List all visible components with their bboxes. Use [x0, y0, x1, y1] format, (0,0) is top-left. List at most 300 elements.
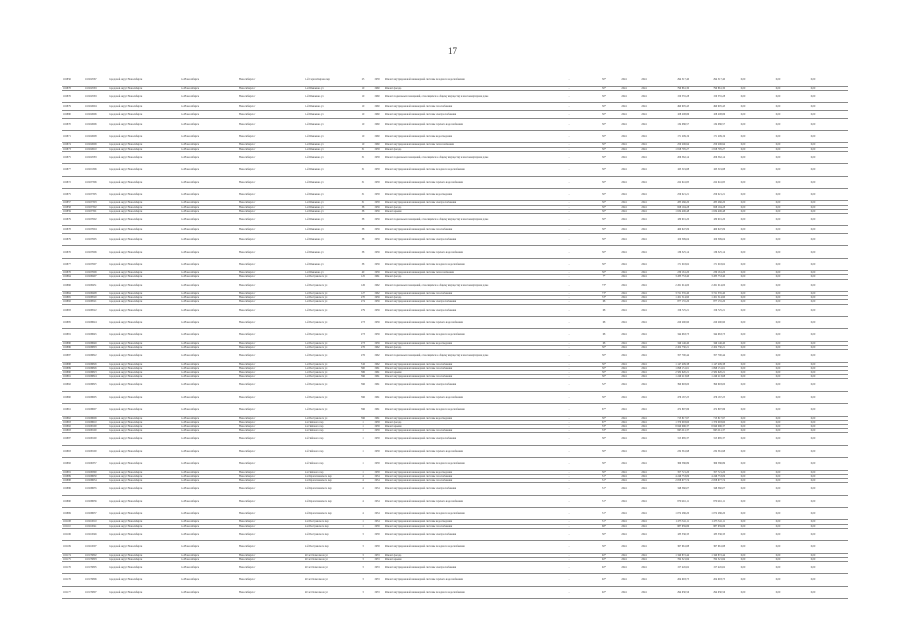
- total-cost-cell: 294 930,56: [654, 586, 690, 598]
- work-type-cell: Ремонт внутридомовой инженерной системы газоснабжения: [384, 103, 544, 111]
- total-cost-cell: 1 249 213,68: [654, 375, 690, 379]
- local-budget-cell: 0,00: [760, 91, 796, 103]
- spacer-cell: [830, 164, 848, 176]
- owner-funds-cell: 0,00: [796, 176, 830, 188]
- local-budget-cell: 0,00: [760, 275, 796, 279]
- owner-funds-cell: 0,00: [796, 524, 830, 528]
- fund-cost-cell: 315 685,37: [690, 433, 726, 445]
- year-cell: 1958: [370, 433, 384, 445]
- code-cell: 110202567: [84, 74, 108, 86]
- fund-cost-cell: 1 098 151,61: [690, 366, 726, 370]
- unit-cell: -: [544, 291, 594, 295]
- year-cell: 1958: [370, 429, 384, 433]
- municipality-cell: г.о.Новосибирск: [180, 507, 238, 519]
- work-type-cell: Ремонт фасада: [384, 205, 544, 209]
- work-type-cell: Ремонт внутридомовой инженерной системы холодного водоснабжения: [384, 458, 544, 470]
- end-year-cell: 2024: [634, 164, 654, 176]
- house-cell: 1: [356, 520, 370, 524]
- spacer-cell: [830, 189, 848, 201]
- row-id-cell: 102892: [62, 379, 84, 391]
- district-cell: городской округ Новосибирск: [108, 214, 180, 226]
- volume-cell: 30*: [594, 226, 614, 234]
- house-cell: 396: [356, 379, 370, 391]
- municipality-cell: г.о.Новосибирск: [180, 111, 238, 119]
- unit-cell: -: [544, 329, 594, 341]
- local-budget-cell: 0,00: [760, 474, 796, 478]
- municipality-cell: г.о.Новосибирск: [180, 164, 238, 176]
- municipality-cell: г.о.Новосибирск: [180, 86, 238, 90]
- municipality-cell: г.о.Новосибирск: [180, 420, 238, 424]
- street-cell: 2-й Пестравского пер: [304, 520, 356, 524]
- street-cell: 1-й Пестравского ул: [304, 316, 356, 328]
- spacer-cell: [830, 258, 848, 270]
- code-cell: 110207606: [84, 246, 108, 258]
- budget-cell: 0,00: [726, 375, 760, 379]
- table-row: [62, 483, 848, 495]
- owner-funds-cell: 0,00: [796, 366, 830, 370]
- municipality-cell: г.о.Новосибирск: [180, 350, 238, 362]
- work-type-cell: Ремонт внутридомовой инженерной системы газоснабжения: [384, 375, 544, 379]
- table-row: [62, 111, 848, 119]
- municipality-cell: г.о.Новосибирск: [180, 296, 238, 300]
- municipality-cell: г.о.Новосибирск: [180, 424, 238, 428]
- settlement-cell: Новосибирск г: [238, 209, 304, 213]
- fund-cost-cell: 163 519,88: [690, 164, 726, 176]
- district-cell: городской округ Новосибирск: [108, 574, 180, 586]
- end-year-cell: 2024: [634, 304, 654, 316]
- row-id-cell: 102863: [62, 445, 84, 457]
- work-type-cell: Ремонт внутридомовой инженерной системы горячего водоснабжения: [384, 574, 544, 586]
- code-cell: 110208823: [84, 370, 108, 374]
- municipality-cell: г.о.Новосибирск: [180, 275, 238, 279]
- local-budget-cell: 0,00: [760, 143, 796, 147]
- unit-cell: -: [544, 520, 594, 524]
- budget-cell: 0,00: [726, 300, 760, 304]
- budget-cell: 0,00: [726, 246, 760, 258]
- end-year-cell: 2024: [634, 362, 654, 366]
- owner-funds-cell: 0,00: [796, 391, 830, 403]
- settlement-cell: Новосибирск г: [238, 574, 304, 586]
- owner-funds-cell: 0,00: [796, 164, 830, 176]
- unit-cell: -: [544, 304, 594, 316]
- work-type-cell: Ремонт крыши: [384, 209, 544, 213]
- settlement-cell: Новосибирск г: [238, 520, 304, 524]
- budget-cell: 0,00: [726, 271, 760, 275]
- start-year-cell: 2024: [614, 86, 634, 90]
- budget-cell: 0,00: [726, 226, 760, 234]
- owner-funds-cell: 0,00: [796, 296, 830, 300]
- table-row: [62, 329, 848, 341]
- work-type-cell: Ремонт внутридомовой инженерной системы водоотведения: [384, 416, 544, 420]
- spacer-cell: [830, 350, 848, 362]
- total-cost-cell: 993 011,37: [654, 429, 690, 433]
- end-year-cell: 2024: [634, 271, 654, 275]
- district-cell: городской округ Новосибирск: [108, 424, 180, 428]
- row-id-cell: 102889: [62, 366, 84, 370]
- budget-cell: 0,00: [726, 209, 760, 213]
- owner-funds-cell: 0,00: [796, 304, 830, 316]
- owner-funds-cell: 0,00: [796, 379, 830, 391]
- total-cost-cell: 220 290,90: [654, 316, 690, 328]
- total-cost-cell: 156 725,21: [654, 304, 690, 316]
- district-cell: городской округ Новосибирск: [108, 103, 180, 111]
- fund-cost-cell: 1 473 341,11: [690, 520, 726, 524]
- work-type-cell: Ремонт внутридомовой инженерной системы холодного водоснабжения: [384, 586, 544, 598]
- code-cell: 110208451: [84, 279, 108, 291]
- start-year-cell: 2024: [614, 362, 634, 366]
- work-type-cell: Ремонт внутридомовой инженерной системы холодного водоснабжения: [384, 258, 544, 270]
- unit-cell: -: [544, 258, 594, 270]
- settlement-cell: Новосибирск г: [238, 478, 304, 482]
- local-budget-cell: 0,00: [760, 341, 796, 345]
- district-cell: городской округ Новосибирск: [108, 275, 180, 279]
- total-cost-cell: 285 266,20: [654, 201, 690, 205]
- end-year-cell: 2024: [634, 520, 654, 524]
- house-cell: 273: [356, 341, 370, 345]
- district-cell: городской округ Новосибирск: [108, 370, 180, 374]
- code-cell: 110202563: [84, 86, 108, 90]
- start-year-cell: 2024: [614, 553, 634, 557]
- work-type-cell: Ремонт подвальных помещений, относящихся к общему имуществу в многоквартирном доме: [384, 350, 544, 362]
- end-year-cell: 2024: [634, 495, 654, 507]
- settlement-cell: Новосибирск г: [238, 404, 304, 416]
- volume-cell: 31*: [594, 483, 614, 495]
- volume-cell: 31*: [594, 478, 614, 482]
- owner-funds-cell: 0,00: [796, 329, 830, 341]
- total-cost-cell: 3 721 335,40: [654, 291, 690, 295]
- total-cost-cell: 259 021,21: [654, 189, 690, 201]
- fund-cost-cell: 357 721,20: [690, 470, 726, 474]
- district-cell: городской округ Новосибирск: [108, 164, 180, 176]
- local-budget-cell: 0,00: [760, 362, 796, 366]
- total-cost-cell: 4 246 753,09: [654, 474, 690, 478]
- code-cell: 110176806: [84, 574, 108, 586]
- house-cell: 3: [356, 553, 370, 557]
- fund-cost-cell: 472 897,86: [690, 404, 726, 416]
- street-cell: 2-й Зейского пер: [304, 470, 356, 474]
- unit-cell: -: [544, 300, 594, 304]
- fund-cost-cell: 2 582 620,21: [690, 370, 726, 374]
- code-cell: 110176803: [84, 557, 108, 561]
- end-year-cell: 2024: [634, 316, 654, 328]
- street-cell: 1-й Шевченко ул: [304, 118, 356, 130]
- end-year-cell: 2024: [634, 291, 654, 295]
- budget-cell: 0,00: [726, 147, 760, 151]
- year-cell: 1959: [370, 246, 384, 258]
- year-cell: 1959: [370, 258, 384, 270]
- total-cost-cell: 476 167,25: [654, 391, 690, 403]
- work-type-cell: Ремонт внутридомовой инженерной системы горячего водоснабжения: [384, 246, 544, 258]
- unit-cell: -: [544, 345, 594, 349]
- fund-cost-cell: 294 930,56: [690, 586, 726, 598]
- volume-cell: 30*: [594, 350, 614, 362]
- settlement-cell: Новосибирск г: [238, 279, 304, 291]
- work-type-cell: Ремонт внутридомовой инженерной системы водоотведения: [384, 131, 544, 143]
- settlement-cell: Новосибирск г: [238, 176, 304, 188]
- row-id-cell: 102893: [62, 429, 84, 433]
- unit-cell: -: [544, 296, 594, 300]
- volume-cell: 7*: [594, 275, 614, 279]
- total-cost-cell: 183 336,33: [654, 528, 690, 540]
- row-id-cell: 102176: [62, 574, 84, 586]
- end-year-cell: 2024: [634, 300, 654, 304]
- local-budget-cell: 0,00: [760, 520, 796, 524]
- district-cell: городской округ Новосибирск: [108, 379, 180, 391]
- spacer-cell: [830, 404, 848, 416]
- start-year-cell: 2024: [614, 205, 634, 209]
- unit-cell: -: [544, 470, 594, 474]
- settlement-cell: Новосибирск г: [238, 470, 304, 474]
- year-cell: 1958: [370, 420, 384, 424]
- fund-cost-cell: 134 086,57: [690, 118, 726, 130]
- year-cell: 1959: [370, 205, 384, 209]
- district-cell: городской округ Новосибирск: [108, 483, 180, 495]
- owner-funds-cell: 0,00: [796, 151, 830, 163]
- total-cost-cell: 2 261 014,00: [654, 279, 690, 291]
- unit-cell: -: [544, 151, 594, 163]
- budget-cell: 0,00: [726, 350, 760, 362]
- year-cell: 1962: [370, 279, 384, 291]
- owner-funds-cell: 0,00: [796, 424, 830, 428]
- settlement-cell: Новосибирск г: [238, 350, 304, 362]
- settlement-cell: Новосибирск г: [238, 164, 304, 176]
- settlement-cell: Новосибирск г: [238, 234, 304, 246]
- total-cost-cell: 8 840 096,37: [654, 424, 690, 428]
- settlement-cell: Новосибирск г: [238, 275, 304, 279]
- local-budget-cell: 0,00: [760, 483, 796, 495]
- start-year-cell: 2024: [614, 370, 634, 374]
- code-cell: 110208610: [84, 420, 108, 424]
- unit-cell: -: [544, 209, 594, 213]
- house-cell: 276: [356, 350, 370, 362]
- budget-cell: 0,00: [726, 86, 760, 90]
- spacer-cell: [830, 495, 848, 507]
- budget-cell: 0,00: [726, 420, 760, 424]
- code-cell: 110202604: [84, 103, 108, 111]
- house-cell: 4: [356, 507, 370, 519]
- house-cell: 38: [356, 246, 370, 258]
- budget-cell: 0,00: [726, 258, 760, 270]
- volume-cell: 30*: [594, 258, 614, 270]
- unit-cell: -: [544, 74, 594, 86]
- spacer-cell: [830, 379, 848, 391]
- fund-cost-cell: 349 146,40: [690, 341, 726, 345]
- row-id-cell: 102859: [62, 209, 84, 213]
- municipality-cell: г.о.Новосибирск: [180, 329, 238, 341]
- local-budget-cell: 0,00: [760, 304, 796, 316]
- settlement-cell: Новосибирск г: [238, 74, 304, 86]
- street-cell: 1-й Пестравского ул: [304, 304, 356, 316]
- unit-cell: -: [544, 416, 594, 420]
- spacer-cell: [830, 541, 848, 553]
- street-cell: 1-й Пестравского ул: [304, 404, 356, 416]
- table-row: [62, 561, 848, 573]
- total-cost-cell: 171 209,19: [654, 131, 690, 143]
- row-id-cell: 102872: [62, 176, 84, 188]
- total-cost-cell: 1 340 872,44: [654, 553, 690, 557]
- local-budget-cell: 0,00: [760, 495, 796, 507]
- volume-cell: 30*: [594, 176, 614, 188]
- owner-funds-cell: 0,00: [796, 341, 830, 345]
- year-cell: 1960: [370, 111, 384, 119]
- end-year-cell: 2024: [634, 370, 654, 374]
- end-year-cell: 2024: [634, 86, 654, 90]
- row-id-cell: 102109: [62, 541, 84, 553]
- municipality-cell: г.о.Новосибирск: [180, 316, 238, 328]
- settlement-cell: Новосибирск г: [238, 189, 304, 201]
- code-cell: 110208521: [84, 300, 108, 304]
- local-budget-cell: 0,00: [760, 553, 796, 557]
- start-year-cell: 2024: [614, 574, 634, 586]
- start-year-cell: 2024: [614, 246, 634, 258]
- total-cost-cell: 1 370 093,60: [654, 420, 690, 424]
- unit-cell: -: [544, 362, 594, 366]
- table-row: [62, 226, 848, 234]
- code-cell: 110208649: [84, 341, 108, 345]
- budget-cell: 0,00: [726, 279, 760, 291]
- total-cost-cell: 357 721,20: [654, 470, 690, 474]
- settlement-cell: Новосибирск г: [238, 143, 304, 147]
- year-cell: 1960: [370, 103, 384, 111]
- fund-cost-cell: 204 993,75: [690, 574, 726, 586]
- year-cell: 1959: [370, 209, 384, 213]
- table-row: [62, 131, 848, 143]
- settlement-cell: Новосибирск г: [238, 424, 304, 428]
- row-id-cell: 102881: [62, 470, 84, 474]
- fund-cost-cell: 828 194,28: [690, 205, 726, 209]
- fund-cost-cell: 171 209,19: [690, 131, 726, 143]
- owner-funds-cell: 0,00: [796, 507, 830, 519]
- total-cost-cell: 157 445,62: [654, 561, 690, 573]
- local-budget-cell: 0,00: [760, 370, 796, 374]
- district-cell: городской округ Новосибирск: [108, 271, 180, 275]
- district-cell: городской округ Новосибирск: [108, 495, 180, 507]
- start-year-cell: 2024: [614, 495, 634, 507]
- settlement-cell: Новосибирск г: [238, 214, 304, 226]
- street-cell: 1-й Пестравского ул: [304, 341, 356, 345]
- budget-cell: 0,00: [726, 524, 760, 528]
- code-cell: 110208609: [84, 416, 108, 420]
- owner-funds-cell: 0,00: [796, 474, 830, 478]
- volume-cell: 30*: [594, 416, 614, 420]
- year-cell: 1960: [370, 86, 384, 90]
- fund-cost-cell: 294 317,40: [690, 74, 726, 86]
- page-number: 17: [448, 46, 457, 56]
- table-row: [62, 445, 848, 457]
- volume-cell: 30*: [594, 151, 614, 163]
- volume-cell: 30*: [594, 86, 614, 90]
- local-budget-cell: 0,00: [760, 118, 796, 130]
- end-year-cell: 2024: [634, 429, 654, 433]
- municipality-cell: г.о.Новосибирск: [180, 574, 238, 586]
- total-cost-cell: 460 647,09: [654, 226, 690, 234]
- year-cell: 1958: [370, 201, 384, 205]
- budget-cell: 0,00: [726, 111, 760, 119]
- spacer-cell: [830, 214, 848, 226]
- row-id-cell: 102876: [62, 271, 84, 275]
- house-cell: 3: [356, 586, 370, 598]
- local-budget-cell: 0,00: [760, 271, 796, 275]
- budget-cell: 0,00: [726, 370, 760, 374]
- unit-cell: -: [544, 561, 594, 573]
- volume-cell: 30*: [594, 470, 614, 474]
- volume-cell: 30*: [594, 118, 614, 130]
- work-type-cell: Ремонт внутридомовой инженерной системы электроснабжения: [384, 483, 544, 495]
- start-year-cell: 2024: [614, 586, 634, 598]
- house-cell: 1: [356, 524, 370, 528]
- house-cell: 38: [356, 258, 370, 270]
- street-cell: 2-й Зейского пер: [304, 424, 356, 428]
- work-type-cell: Ремонт внутридомовой инженерной системы водоотведения: [384, 520, 544, 524]
- year-cell: 1958: [370, 541, 384, 553]
- street-cell: 1-й Шевченко ул: [304, 91, 356, 103]
- work-type-cell: Ремонт фасада: [384, 86, 544, 90]
- volume-cell: 30*: [594, 103, 614, 111]
- code-cell: 110202608: [84, 131, 108, 143]
- district-cell: городской округ Новосибирск: [108, 433, 180, 445]
- fund-cost-cell: 1 340 872,44: [690, 553, 726, 557]
- table-row: [62, 574, 848, 586]
- owner-funds-cell: 0,00: [796, 528, 830, 540]
- unit-cell: -: [544, 404, 594, 416]
- row-id-cell: 102877: [62, 164, 84, 176]
- total-cost-cell: 390 693,00: [654, 379, 690, 391]
- unit-cell: -: [544, 91, 594, 103]
- start-year-cell: 2024: [614, 379, 634, 391]
- municipality-cell: г.о.Новосибирск: [180, 103, 238, 111]
- district-cell: городской округ Новосибирск: [108, 131, 180, 143]
- code-cell: 110208607: [84, 404, 108, 416]
- local-budget-cell: 0,00: [760, 300, 796, 304]
- settlement-cell: Новосибирск г: [238, 147, 304, 151]
- budget-cell: 0,00: [726, 296, 760, 300]
- local-budget-cell: 0,00: [760, 296, 796, 300]
- municipality-cell: г.о.Новосибирск: [180, 557, 238, 561]
- house-cell: 273: [356, 316, 370, 328]
- volume-cell: 30*: [594, 205, 614, 209]
- municipality-cell: г.о.Новосибирск: [180, 495, 238, 507]
- district-cell: городской округ Новосибирск: [108, 541, 180, 553]
- settlement-cell: Новосибирск г: [238, 316, 304, 328]
- work-type-cell: Ремонт фасада: [384, 275, 544, 279]
- table-row: [62, 91, 848, 103]
- table-row: [62, 495, 848, 507]
- volume-cell: 68: [594, 329, 614, 341]
- district-cell: городской округ Новосибирск: [108, 561, 180, 573]
- year-cell: 1954: [370, 474, 384, 478]
- row-id-cell: 102856: [62, 74, 84, 86]
- budget-cell: 0,00: [726, 574, 760, 586]
- start-year-cell: 2024: [614, 458, 634, 470]
- municipality-cell: г.о.Новосибирск: [180, 258, 238, 270]
- code-cell: 110208100: [84, 429, 108, 433]
- row-id-cell: 102866: [62, 279, 84, 291]
- house-cell: 3: [356, 541, 370, 553]
- work-type-cell: Ремонт внутридомовой инженерной системы холодного водоснабжения: [384, 164, 544, 176]
- volume-cell: 53*: [594, 296, 614, 300]
- street-cell: 2-й Кропоткинского пер: [304, 507, 356, 519]
- year-cell: 1961: [370, 366, 384, 370]
- end-year-cell: 2024: [634, 553, 654, 557]
- work-type-cell: Ремонт внутридомовой инженерной системы холодного водоснабжения: [384, 541, 544, 553]
- row-id-cell: 102175: [62, 557, 84, 561]
- work-type-cell: Ремонт внутридомовой инженерной системы холодного водоснабжения: [384, 404, 544, 416]
- local-budget-cell: 0,00: [760, 291, 796, 295]
- total-cost-cell: 136 325,14: [654, 246, 690, 258]
- settlement-cell: Новосибирск г: [238, 370, 304, 374]
- total-cost-cell: 150 555,28: [654, 91, 690, 103]
- table-row: [62, 379, 848, 391]
